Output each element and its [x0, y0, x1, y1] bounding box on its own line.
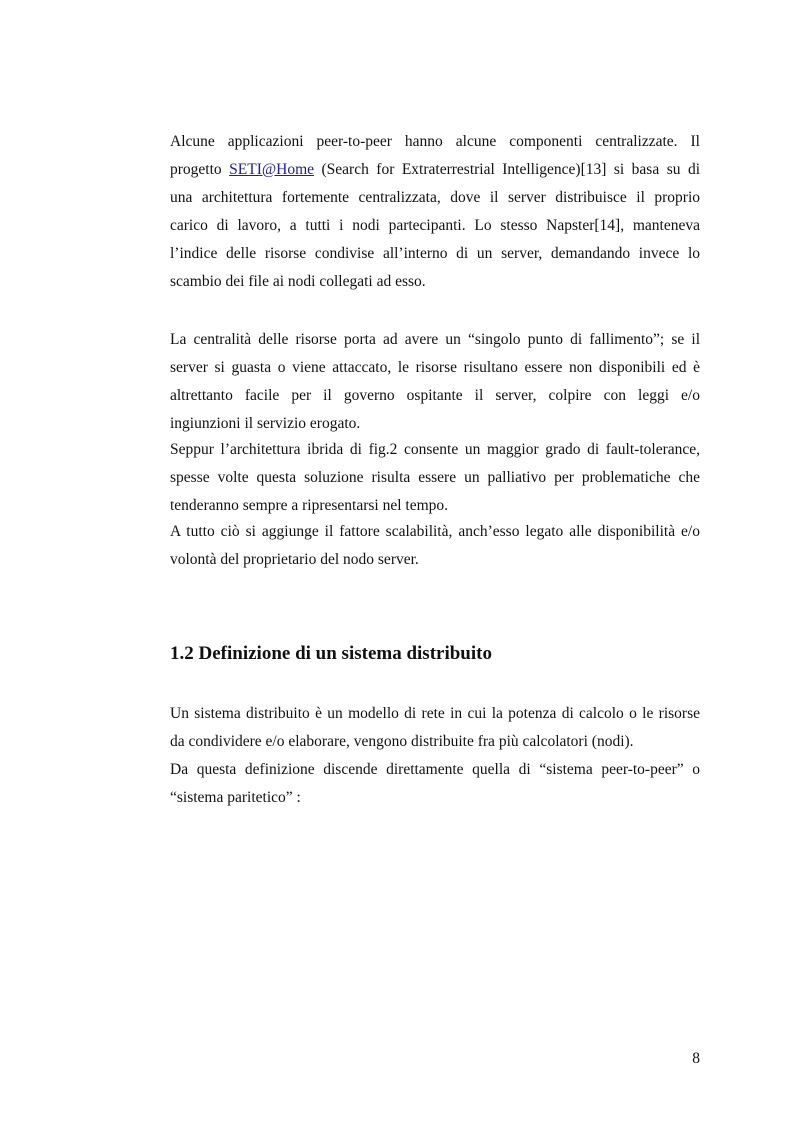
line-text: progetto: [170, 161, 230, 178]
paragraph-line: volontà del proprietario del nodo server.: [170, 551, 419, 568]
paragraph-line: Da questa definizione discende direttamente quella di “sistema peer-to-peer” o: [170, 761, 700, 778]
paragraph-line: spesse volte questa soluzione risulta essere un palliativo per problematiche che: [170, 469, 700, 486]
paragraph-line: “sistema paritetico” :: [170, 789, 301, 806]
paragraph-line: Un sistema distribuito è un modello di rete in cui la potenza di calcolo o le risorse: [170, 705, 700, 722]
paragraph-line: A tutto ciò si aggiunge il fattore scalabilità, anch’esso legato alle disponibilità e/o: [170, 523, 700, 540]
page-number: 8: [692, 1050, 700, 1067]
paragraph-line: Seppur l’architettura ibrida di fig.2 consente un maggior grado di fault-tolerance,: [170, 441, 700, 458]
paragraph-line: carico di lavoro, a tutti i nodi partecipanti. Lo stesso Napster[14], manteneva: [170, 217, 700, 234]
paragraph-line: La centralità delle risorse porta ad avere un “singolo punto di fallimento”; se il: [170, 331, 700, 348]
paragraph-line: altrettanto facile per il governo ospitante il server, colpire con leggi e/o: [170, 387, 700, 404]
paragraph-line: server si guasta o viene attaccato, le risorse risultano essere non disponibili ed è: [170, 359, 700, 376]
section-heading: 1.2 Definizione di un sistema distribuito: [170, 643, 492, 664]
paragraph-line: tenderanno sempre a ripresentarsi nel tempo.: [170, 497, 449, 514]
paragraph-line: scambio dei file ai nodi collegati ad esso.: [170, 273, 426, 290]
paragraph-line: da condividere e/o elaborare, vengono distribuite fra più calcolatori (nodi).: [170, 733, 634, 750]
line-text: (Search for Extraterrestrial Intelligence)[13] si basa su di: [314, 161, 701, 178]
paragraph-line: [170, 156, 700, 184]
paragraph-line: l’indice delle risorse condivise all’interno di un server, demandando invece lo: [170, 245, 700, 262]
seti-home-link[interactable]: SETI@Home: [229, 161, 315, 178]
paragraph-line: Alcune applicazioni peer-to-peer hanno alcune componenti centralizzate. Il: [170, 133, 700, 150]
paragraph-line: una architettura fortemente centralizzata, dove il server distribuisce il proprio: [170, 189, 700, 206]
paragraph-line: ingiunzioni il servizio erogato.: [170, 415, 361, 432]
